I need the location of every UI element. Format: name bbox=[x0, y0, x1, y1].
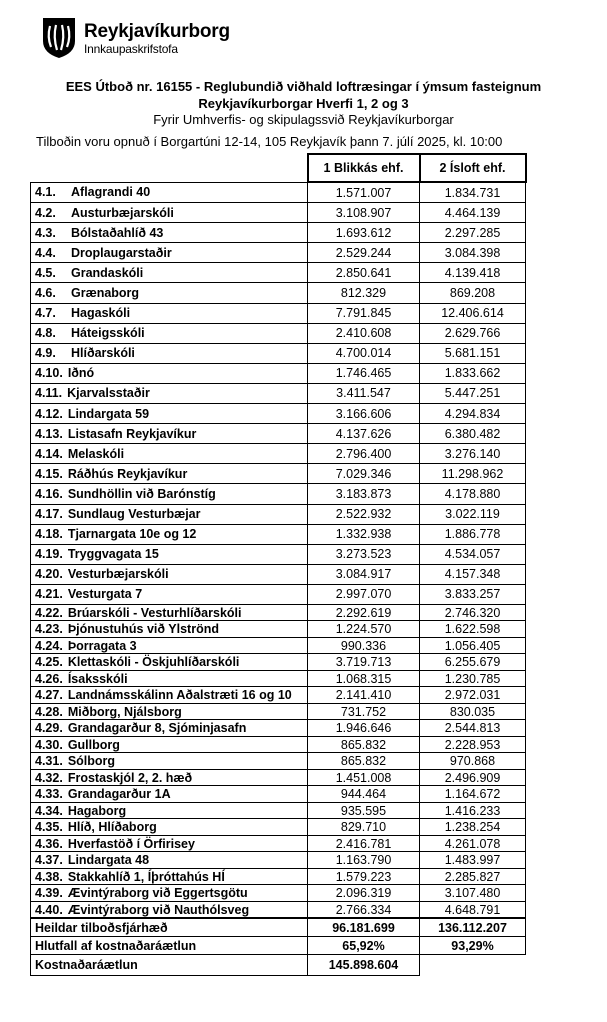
property-name: Tryggvagata 15 bbox=[67, 547, 159, 562]
bid-bidder-2: 2.746.320 bbox=[420, 604, 526, 621]
item-number: 4.18. bbox=[35, 527, 63, 542]
bid-bidder-1: 3.411.547 bbox=[308, 383, 420, 403]
property-name: Hlíð, Hlíðaborg bbox=[67, 820, 157, 835]
table-row bbox=[31, 564, 526, 584]
bid-bidder-2: 5.447.251 bbox=[420, 383, 526, 403]
item-number: 4.31. bbox=[35, 754, 63, 769]
item-number: 4.6. bbox=[35, 286, 56, 301]
property-cell bbox=[31, 637, 308, 654]
property-cell bbox=[31, 670, 308, 687]
property-cell bbox=[31, 835, 308, 852]
bid-bidder-2: 2.285.827 bbox=[420, 868, 526, 885]
property-cell bbox=[31, 868, 308, 885]
table-row bbox=[31, 182, 526, 203]
bid-bidder-2: 2.629.766 bbox=[420, 323, 526, 343]
property-cell bbox=[31, 901, 308, 918]
bid-bidder-1: 3.166.606 bbox=[308, 404, 420, 424]
bid-bidder-2: 12.406.614 bbox=[420, 303, 526, 323]
bid-bidder-1: 1.451.008 bbox=[308, 769, 420, 786]
property-name: Brúarskóli - Vesturhlíðarskóli bbox=[67, 605, 242, 620]
property-cell bbox=[31, 464, 308, 484]
table-row bbox=[31, 720, 526, 737]
bid-bidder-1: 2.766.334 bbox=[308, 901, 420, 918]
property-name: Hverfastöð í Örfirisey bbox=[67, 836, 195, 851]
bid-bidder-2: 3.276.140 bbox=[420, 444, 526, 464]
ratio-row bbox=[31, 937, 526, 955]
property-cell bbox=[31, 753, 308, 770]
bid-bidder-1: 1.579.223 bbox=[308, 868, 420, 885]
property-cell bbox=[31, 182, 308, 203]
table-row bbox=[31, 786, 526, 803]
table-row bbox=[31, 835, 526, 852]
item-number: 4.19. bbox=[35, 547, 63, 562]
property-cell bbox=[31, 243, 308, 263]
column-header-bidder-2: 2 Ísloft ehf. bbox=[420, 154, 526, 182]
property-name: Hlíðarskóli bbox=[71, 346, 135, 361]
table-row bbox=[31, 363, 526, 383]
table-row bbox=[31, 404, 526, 424]
property-cell bbox=[31, 323, 308, 343]
bid-bidder-2: 4.294.834 bbox=[420, 404, 526, 424]
bid-bidder-2: 2.297.285 bbox=[420, 223, 526, 243]
bid-bidder-1: 4.700.014 bbox=[308, 343, 420, 363]
table-row bbox=[31, 323, 526, 343]
bid-bidder-1: 2.522.932 bbox=[308, 504, 420, 524]
property-name: Stakkahlíð 1, Íþróttahús HÍ bbox=[67, 869, 225, 884]
total-bidder-2: 136.112.207 bbox=[420, 918, 526, 937]
item-number: 4.12. bbox=[35, 406, 63, 421]
bid-bidder-2: 3.084.398 bbox=[420, 243, 526, 263]
property-name: Háteigsskóli bbox=[71, 326, 145, 341]
property-cell bbox=[31, 504, 308, 524]
property-cell bbox=[31, 703, 308, 720]
property-cell bbox=[31, 687, 308, 704]
property-cell bbox=[31, 444, 308, 464]
item-number: 4.1. bbox=[35, 185, 56, 200]
property-cell bbox=[31, 263, 308, 283]
property-name: Aflagrandi 40 bbox=[71, 185, 151, 200]
property-cell bbox=[31, 544, 308, 564]
property-name: Vesturgata 7 bbox=[67, 587, 143, 602]
property-cell bbox=[31, 404, 308, 424]
bid-bidder-2: 6.255.679 bbox=[420, 654, 526, 671]
bid-bidder-2: 830.035 bbox=[420, 703, 526, 720]
bid-bidder-2: 1.238.254 bbox=[420, 819, 526, 836]
bid-bidder-2: 970.868 bbox=[420, 753, 526, 770]
table-row bbox=[31, 524, 526, 544]
ratio-label: Hlutfall af kostnaðaráætlun bbox=[31, 937, 308, 955]
bid-bidder-1: 865.832 bbox=[308, 753, 420, 770]
bid-bidder-1: 1.163.790 bbox=[308, 852, 420, 869]
property-name: Ráðhús Reykjavíkur bbox=[67, 466, 188, 481]
bid-bidder-2: 4.139.418 bbox=[420, 263, 526, 283]
table-row bbox=[31, 885, 526, 902]
bid-bidder-1: 3.183.873 bbox=[308, 484, 420, 504]
property-name: Miðborg, Njálsborg bbox=[67, 704, 182, 719]
bid-bidder-1: 731.752 bbox=[308, 703, 420, 720]
property-name: Þjónustuhús við Ylströnd bbox=[67, 622, 219, 637]
bid-bidder-2: 4.464.139 bbox=[420, 203, 526, 223]
opening-info: Tilboðin voru opnuð í Borgartúni 12-14, 105 Reykjavík þann 7. júlí 2025, kl. 10:00 bbox=[36, 134, 503, 149]
table-header-row bbox=[31, 154, 526, 182]
table-row bbox=[31, 687, 526, 704]
table-row bbox=[31, 243, 526, 263]
item-number: 4.20. bbox=[35, 567, 63, 582]
bid-bidder-2: 2.496.909 bbox=[420, 769, 526, 786]
property-cell bbox=[31, 604, 308, 621]
item-number: 4.32. bbox=[35, 770, 63, 785]
org-name: Reykjavíkurborg bbox=[84, 21, 230, 42]
bid-bidder-1: 2.292.619 bbox=[308, 604, 420, 621]
bid-bidder-1: 1.946.646 bbox=[308, 720, 420, 737]
item-number: 4.34. bbox=[35, 803, 63, 818]
total-bidder-1: 96.181.699 bbox=[308, 918, 420, 937]
property-name: Ísaksskóli bbox=[67, 671, 128, 686]
table-row bbox=[31, 802, 526, 819]
bid-bidder-1: 2.410.608 bbox=[308, 323, 420, 343]
column-header-bidder-1: 1 Blikkás ehf. bbox=[308, 154, 420, 182]
item-number: 4.26. bbox=[35, 671, 63, 686]
property-cell bbox=[31, 484, 308, 504]
total-row bbox=[31, 918, 526, 937]
table-row bbox=[31, 670, 526, 687]
document-title-line1: EES Útboð nr. 16155 - Reglubundið viðhald loftræsingar í ýmsum fasteignum bbox=[65, 79, 542, 94]
property-cell bbox=[31, 654, 308, 671]
property-name: Þorragata 3 bbox=[67, 638, 137, 653]
bid-bidder-1: 7.029.346 bbox=[308, 464, 420, 484]
bid-bidder-2: 4.534.057 bbox=[420, 544, 526, 564]
bid-bidder-2: 4.178.880 bbox=[420, 484, 526, 504]
bid-bidder-1: 2.850.641 bbox=[308, 263, 420, 283]
bid-bidder-1: 2.096.319 bbox=[308, 885, 420, 902]
item-number: 4.8. bbox=[35, 326, 56, 341]
item-number: 4.25. bbox=[35, 655, 63, 670]
property-name: Ævintýraborg við Eggertsgötu bbox=[67, 886, 248, 901]
bid-bidder-2: 4.648.791 bbox=[420, 901, 526, 918]
property-name: Listasafn Reykjavíkur bbox=[67, 426, 197, 441]
property-name: Kjarvalsstaðir bbox=[67, 386, 150, 401]
bid-bidder-2: 4.157.348 bbox=[420, 564, 526, 584]
property-cell bbox=[31, 819, 308, 836]
bid-bidder-2: 4.261.078 bbox=[420, 835, 526, 852]
property-cell bbox=[31, 584, 308, 604]
property-cell bbox=[31, 283, 308, 303]
ratio-bidder-1: 65,92% bbox=[308, 937, 420, 955]
bid-bidder-2: 1.622.598 bbox=[420, 621, 526, 638]
item-number: 4.27. bbox=[35, 688, 63, 703]
item-number: 4.7. bbox=[35, 306, 56, 321]
table-row bbox=[31, 544, 526, 564]
property-name: Grænaborg bbox=[71, 286, 140, 301]
table-row bbox=[31, 203, 526, 223]
bid-bidder-1: 7.791.845 bbox=[308, 303, 420, 323]
item-number: 4.28. bbox=[35, 704, 63, 719]
item-number: 4.15. bbox=[35, 466, 63, 481]
bid-bidder-2: 2.544.813 bbox=[420, 720, 526, 737]
bid-bidder-1: 1.224.570 bbox=[308, 621, 420, 638]
item-number: 4.22. bbox=[35, 605, 63, 620]
bids-table-body bbox=[31, 182, 526, 918]
bid-bidder-2: 3.833.257 bbox=[420, 584, 526, 604]
property-cell bbox=[31, 223, 308, 243]
table-row bbox=[31, 654, 526, 671]
item-number: 4.11. bbox=[35, 386, 63, 401]
item-number: 4.36. bbox=[35, 836, 63, 851]
bid-bidder-1: 1.746.465 bbox=[308, 363, 420, 383]
property-cell bbox=[31, 524, 308, 544]
property-cell bbox=[31, 621, 308, 638]
table-row bbox=[31, 484, 526, 504]
property-name: Lindargata 48 bbox=[67, 853, 150, 868]
bid-bidder-1: 1.068.315 bbox=[308, 670, 420, 687]
bid-bidder-1: 2.141.410 bbox=[308, 687, 420, 704]
property-cell bbox=[31, 203, 308, 223]
ratio-bidder-2: 93,29% bbox=[420, 937, 526, 955]
property-name: Frostaskjól 2, 2. hæð bbox=[67, 770, 193, 785]
bid-bidder-2: 1.056.405 bbox=[420, 637, 526, 654]
estimate-empty-cell bbox=[420, 955, 526, 976]
bid-bidder-2: 1.483.997 bbox=[420, 852, 526, 869]
bid-bidder-2: 6.380.482 bbox=[420, 424, 526, 444]
table-row bbox=[31, 303, 526, 323]
property-name: Klettaskóli - Öskjuhlíðarskóli bbox=[67, 655, 240, 670]
table-row bbox=[31, 868, 526, 885]
estimate-label: Kostnaðaráætlun bbox=[31, 955, 308, 976]
bid-bidder-2: 1.416.233 bbox=[420, 802, 526, 819]
estimate-value: 145.898.604 bbox=[308, 955, 420, 976]
bid-bidder-1: 990.336 bbox=[308, 637, 420, 654]
bid-bidder-2: 3.107.480 bbox=[420, 885, 526, 902]
item-number: 4.2. bbox=[35, 205, 56, 220]
item-number: 4.14. bbox=[35, 446, 63, 461]
bid-bidder-1: 2.796.400 bbox=[308, 444, 420, 464]
table-row bbox=[31, 223, 526, 243]
property-name: Lindargata 59 bbox=[67, 406, 150, 421]
org-department: Innkaupaskrifstofa bbox=[84, 42, 178, 56]
table-row bbox=[31, 637, 526, 654]
property-name: Hagaskóli bbox=[71, 306, 131, 321]
bid-bidder-2: 11.298.962 bbox=[420, 464, 526, 484]
bid-bidder-1: 2.416.781 bbox=[308, 835, 420, 852]
bid-bidder-2: 1.834.731 bbox=[420, 182, 526, 203]
bid-bidder-1: 2.529.244 bbox=[308, 243, 420, 263]
bid-bidder-1: 3.108.907 bbox=[308, 203, 420, 223]
item-number: 4.24. bbox=[35, 638, 63, 653]
property-name: Landnámsskálinn Aðalstræti 16 og 10 bbox=[67, 688, 292, 703]
item-number: 4.3. bbox=[35, 225, 56, 240]
property-name: Bólstaðahlíð 43 bbox=[71, 225, 164, 240]
table-row bbox=[31, 263, 526, 283]
estimate-row bbox=[31, 955, 526, 976]
bid-bidder-1: 1.332.938 bbox=[308, 524, 420, 544]
property-name: Ævintýraborg við Nauthólsveg bbox=[67, 902, 250, 917]
table-row bbox=[31, 852, 526, 869]
item-number: 4.23. bbox=[35, 622, 63, 637]
document-subtitle: Fyrir Umhverfis- og skipulagssvið Reykjavíkurborgar bbox=[153, 112, 454, 127]
bid-bidder-1: 944.464 bbox=[308, 786, 420, 803]
item-number: 4.9. bbox=[35, 346, 56, 361]
bid-bidder-2: 2.972.031 bbox=[420, 687, 526, 704]
property-cell bbox=[31, 802, 308, 819]
item-number: 4.10. bbox=[35, 366, 63, 381]
bid-bidder-2: 5.681.151 bbox=[420, 343, 526, 363]
property-cell bbox=[31, 786, 308, 803]
bid-bidder-1: 3.719.713 bbox=[308, 654, 420, 671]
item-number: 4.13. bbox=[35, 426, 63, 441]
table-row bbox=[31, 769, 526, 786]
property-cell bbox=[31, 720, 308, 737]
item-number: 4.40. bbox=[35, 902, 63, 917]
table-row bbox=[31, 703, 526, 720]
table-row bbox=[31, 343, 526, 363]
item-number: 4.37. bbox=[35, 853, 63, 868]
table-row bbox=[31, 584, 526, 604]
item-number: 4.5. bbox=[35, 265, 56, 280]
item-number: 4.29. bbox=[35, 721, 63, 736]
table-row bbox=[31, 819, 526, 836]
table-row bbox=[31, 901, 526, 918]
bid-bidder-1: 812.329 bbox=[308, 283, 420, 303]
item-number: 4.21. bbox=[35, 587, 63, 602]
bid-bidder-1: 2.997.070 bbox=[308, 584, 420, 604]
document-title-line2: Reykjavíkurborgar Hverfi 1, 2 og 3 bbox=[198, 96, 409, 111]
item-number: 4.30. bbox=[35, 737, 63, 752]
table-row bbox=[31, 383, 526, 403]
property-name: Melaskóli bbox=[67, 446, 125, 461]
table-row bbox=[31, 621, 526, 638]
property-cell bbox=[31, 769, 308, 786]
property-name: Vesturbæjarskóli bbox=[67, 567, 169, 582]
property-name: Sundhöllin við Barónstíg bbox=[67, 486, 216, 501]
bids-table bbox=[30, 153, 527, 976]
property-cell bbox=[31, 363, 308, 383]
header-blank-cell bbox=[31, 154, 308, 182]
table-row bbox=[31, 753, 526, 770]
property-name: Tjarnargata 10e og 12 bbox=[67, 527, 197, 542]
item-number: 4.35. bbox=[35, 820, 63, 835]
bid-bidder-1: 1.693.612 bbox=[308, 223, 420, 243]
item-number: 4.4. bbox=[35, 245, 56, 260]
property-cell bbox=[31, 736, 308, 753]
bid-bidder-1: 4.137.626 bbox=[308, 424, 420, 444]
table-row bbox=[31, 604, 526, 621]
property-cell bbox=[31, 885, 308, 902]
property-cell bbox=[31, 852, 308, 869]
reykjavik-shield-logo bbox=[42, 17, 76, 64]
property-name: Austurbæjarskóli bbox=[71, 205, 174, 220]
bid-bidder-2: 1.164.672 bbox=[420, 786, 526, 803]
bid-bidder-1: 3.273.523 bbox=[308, 544, 420, 564]
property-name: Gullborg bbox=[67, 737, 120, 752]
bid-bidder-1: 865.832 bbox=[308, 736, 420, 753]
property-cell bbox=[31, 424, 308, 444]
table-row bbox=[31, 736, 526, 753]
table-row bbox=[31, 464, 526, 484]
bid-bidder-1: 3.084.917 bbox=[308, 564, 420, 584]
total-label: Heildar tilboðsfjárhæð bbox=[31, 918, 308, 937]
item-number: 4.33. bbox=[35, 787, 63, 802]
bid-bidder-1: 935.595 bbox=[308, 802, 420, 819]
item-number: 4.16. bbox=[35, 486, 63, 501]
bid-bidder-2: 869.208 bbox=[420, 283, 526, 303]
property-name: Sólborg bbox=[67, 754, 116, 769]
table-row bbox=[31, 444, 526, 464]
bid-bidder-1: 829.710 bbox=[308, 819, 420, 836]
bid-bidder-2: 2.228.953 bbox=[420, 736, 526, 753]
item-number: 4.38. bbox=[35, 869, 63, 884]
property-name: Iðnó bbox=[67, 366, 95, 381]
item-number: 4.17. bbox=[35, 507, 63, 522]
property-name: Sundlaug Vesturbæjar bbox=[67, 507, 201, 522]
table-row bbox=[31, 424, 526, 444]
table-row bbox=[31, 504, 526, 524]
property-cell bbox=[31, 564, 308, 584]
bid-bidder-1: 1.571.007 bbox=[308, 182, 420, 203]
table-row bbox=[31, 283, 526, 303]
property-name: Grandagarður 8, Sjóminjasafn bbox=[67, 721, 247, 736]
bid-bidder-2: 1.886.778 bbox=[420, 524, 526, 544]
bid-bidder-2: 1.230.785 bbox=[420, 670, 526, 687]
item-number: 4.39. bbox=[35, 886, 63, 901]
property-name: Grandaskóli bbox=[71, 265, 144, 280]
property-name: Droplaugarstaðir bbox=[71, 245, 172, 260]
bid-bidder-2: 3.022.119 bbox=[420, 504, 526, 524]
property-name: Hagaborg bbox=[67, 803, 127, 818]
bid-bidder-2: 1.833.662 bbox=[420, 363, 526, 383]
property-cell bbox=[31, 383, 308, 403]
property-name: Grandagarður 1A bbox=[67, 787, 171, 802]
property-cell bbox=[31, 343, 308, 363]
property-cell bbox=[31, 303, 308, 323]
